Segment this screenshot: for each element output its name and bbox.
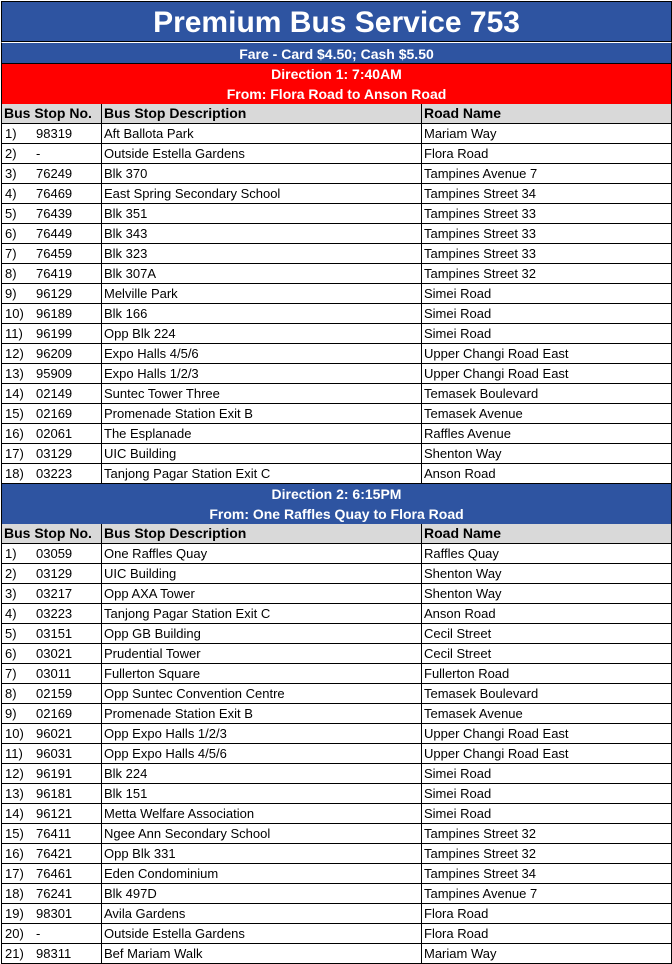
- road-name-cell: Cecil Street: [422, 644, 672, 664]
- stop-description-cell: Melville Park: [102, 284, 422, 304]
- table-row: [1, 644, 672, 664]
- road-name-cell: Upper Changi Road East: [422, 364, 672, 384]
- stop-index: 11): [5, 326, 23, 341]
- stop-description-cell: Opp GB Building: [102, 624, 422, 644]
- stop-index: 6): [5, 646, 17, 661]
- table-row: [1, 844, 672, 864]
- stop-description-cell: Expo Halls 1/2/3: [102, 364, 422, 384]
- table-row: [1, 324, 672, 344]
- table-row: [1, 724, 672, 744]
- stop-code: 03151: [36, 626, 73, 641]
- road-name-cell: Tampines Street 34: [422, 184, 672, 204]
- road-name-cell: Shenton Way: [422, 584, 672, 604]
- stop-index: 13): [5, 786, 24, 801]
- stop-index: 9): [5, 286, 17, 301]
- road-name-cell: Raffles Quay: [422, 544, 672, 564]
- direction-2-heading: Direction 2: 6:15PM: [271, 486, 402, 502]
- stop-index: 16): [5, 426, 24, 441]
- stop-code: 03223: [36, 606, 73, 621]
- road-name-cell: Temasek Boulevard: [422, 684, 672, 704]
- header-description: Bus Stop Description: [102, 104, 422, 124]
- stop-number-cell: [1, 144, 102, 164]
- stop-number-cell: [1, 584, 102, 604]
- table-row: [1, 204, 672, 224]
- table-row: [1, 244, 672, 264]
- stop-number-cell: [1, 924, 102, 944]
- direction-2-table-header: [1, 524, 672, 544]
- table-row: [1, 384, 672, 404]
- stop-description-cell: Blk 307A: [102, 264, 422, 284]
- table-row: [1, 304, 672, 324]
- stop-code: 96189: [36, 306, 73, 321]
- stop-code: 96031: [36, 746, 73, 761]
- stop-index: 10): [5, 726, 24, 741]
- table-row: [1, 124, 672, 144]
- stop-index: 15): [5, 406, 24, 421]
- stop-number-cell: [1, 204, 102, 224]
- stop-number-cell: [1, 684, 102, 704]
- road-name-cell: Temasek Avenue: [422, 404, 672, 424]
- stop-index: 17): [5, 446, 24, 461]
- stop-description-cell: UIC Building: [102, 444, 422, 464]
- stop-index: 1): [5, 546, 17, 561]
- stop-code: 96121: [36, 806, 73, 821]
- table-row: [1, 144, 672, 164]
- table-row: [1, 264, 672, 284]
- stop-description-cell: East Spring Secondary School: [102, 184, 422, 204]
- road-name-cell: Anson Road: [422, 604, 672, 624]
- direction-1-route: From: Flora Road to Anson Road: [226, 86, 447, 102]
- table-row: [1, 164, 672, 184]
- road-name-cell: Simei Road: [422, 284, 672, 304]
- direction-1-banner: [1, 64, 672, 104]
- stop-number-cell: [1, 364, 102, 384]
- stop-description-cell: Fullerton Square: [102, 664, 422, 684]
- table-row: [1, 804, 672, 824]
- stop-number-cell: [1, 544, 102, 564]
- table-row: [1, 564, 672, 584]
- stop-description-cell: Blk 224: [102, 764, 422, 784]
- page-title: Premium Bus Service 753: [1, 1, 672, 42]
- stop-index: 21): [5, 946, 24, 961]
- road-name-cell: Tampines Avenue 7: [422, 884, 672, 904]
- table-row: [1, 704, 672, 724]
- stop-description-cell: Metta Welfare Association: [102, 804, 422, 824]
- table-row: [1, 404, 672, 424]
- stop-description-cell: One Raffles Quay: [102, 544, 422, 564]
- stop-code: 02159: [36, 686, 73, 701]
- road-name-cell: Upper Changi Road East: [422, 344, 672, 364]
- stop-index: 3): [5, 586, 17, 601]
- road-name-cell: Tampines Street 34: [422, 864, 672, 884]
- stop-description-cell: Opp Blk 224: [102, 324, 422, 344]
- stop-code: 03129: [36, 446, 73, 461]
- table-row: [1, 824, 672, 844]
- header-road-name: Road Name: [422, 104, 672, 124]
- stop-description-cell: Eden Condominium: [102, 864, 422, 884]
- road-name-cell: Simei Road: [422, 784, 672, 804]
- stop-index: 4): [5, 186, 17, 201]
- stop-description-cell: Tanjong Pagar Station Exit C: [102, 604, 422, 624]
- direction-1-table-header: [1, 104, 672, 124]
- stop-description-cell: Blk 343: [102, 224, 422, 244]
- road-name-cell: Simei Road: [422, 764, 672, 784]
- stop-number-cell: [1, 664, 102, 684]
- stop-description-cell: Promenade Station Exit B: [102, 704, 422, 724]
- road-name-cell: Tampines Street 33: [422, 204, 672, 224]
- stop-number-cell: [1, 224, 102, 244]
- stop-description-cell: Outside Estella Gardens: [102, 144, 422, 164]
- stop-description-cell: Expo Halls 4/5/6: [102, 344, 422, 364]
- road-name-cell: Fullerton Road: [422, 664, 672, 684]
- stop-number-cell: [1, 564, 102, 584]
- stop-index: 4): [5, 606, 17, 621]
- stop-index: 5): [5, 206, 17, 221]
- stop-code: 96199: [36, 326, 73, 341]
- stop-description-cell: Opp Expo Halls 4/5/6: [102, 744, 422, 764]
- stop-description-cell: Promenade Station Exit B: [102, 404, 422, 424]
- stop-number-cell: [1, 624, 102, 644]
- stop-number-cell: [1, 644, 102, 664]
- stop-number-cell: [1, 124, 102, 144]
- stop-number-cell: [1, 304, 102, 324]
- stop-number-cell: [1, 384, 102, 404]
- stop-description-cell: Suntec Tower Three: [102, 384, 422, 404]
- stop-description-cell: UIC Building: [102, 564, 422, 584]
- stop-number-cell: [1, 324, 102, 344]
- road-name-cell: Simei Road: [422, 324, 672, 344]
- stop-description-cell: Opp Blk 331: [102, 844, 422, 864]
- stop-index: 5): [5, 626, 17, 641]
- stop-number-cell: [1, 704, 102, 724]
- stop-index: 7): [5, 666, 17, 681]
- stop-number-cell: [1, 824, 102, 844]
- stop-code: 96191: [36, 766, 73, 781]
- stop-code: 96021: [36, 726, 73, 741]
- stop-number-cell: [1, 444, 102, 464]
- stop-number-cell: [1, 464, 102, 484]
- table-row: [1, 544, 672, 564]
- stop-number-cell: [1, 604, 102, 624]
- table-row: [1, 184, 672, 204]
- direction-2-table-body: [1, 544, 672, 964]
- road-name-cell: Cecil Street: [422, 624, 672, 644]
- fare-banner: Fare - Card $4.50; Cash $5.50: [1, 42, 672, 64]
- table-row: [1, 424, 672, 444]
- stop-description-cell: Opp Expo Halls 1/2/3: [102, 724, 422, 744]
- stop-description-cell: Blk 166: [102, 304, 422, 324]
- stop-code: 02169: [36, 706, 73, 721]
- table-row: [1, 364, 672, 384]
- stop-description-cell: Opp AXA Tower: [102, 584, 422, 604]
- road-name-cell: Flora Road: [422, 144, 672, 164]
- stop-description-cell: Blk 323: [102, 244, 422, 264]
- table-row: [1, 464, 672, 484]
- road-name-cell: Temasek Avenue: [422, 704, 672, 724]
- stop-number-cell: [1, 424, 102, 444]
- stop-code: 02169: [36, 406, 73, 421]
- table-row: [1, 604, 672, 624]
- stop-description-cell: Blk 151: [102, 784, 422, 804]
- stop-code: 76249: [36, 166, 73, 181]
- stop-index: 8): [5, 266, 17, 281]
- table-row: [1, 924, 672, 944]
- stop-code: 95909: [36, 366, 73, 381]
- stop-index: 1): [5, 126, 17, 141]
- table-row: [1, 944, 672, 964]
- stop-description-cell: Blk 370: [102, 164, 422, 184]
- stop-number-cell: [1, 784, 102, 804]
- table-row: [1, 864, 672, 884]
- stop-description-cell: Tanjong Pagar Station Exit C: [102, 464, 422, 484]
- stop-code: -: [36, 146, 41, 161]
- table-row: [1, 764, 672, 784]
- stop-number-cell: [1, 884, 102, 904]
- stop-code: 76411: [36, 826, 72, 841]
- stop-index: 3): [5, 166, 17, 181]
- stop-description-cell: Avila Gardens: [102, 904, 422, 924]
- stop-number-cell: [1, 724, 102, 744]
- stop-index: 14): [5, 386, 24, 401]
- stop-code: 03011: [36, 666, 72, 681]
- stop-index: 9): [5, 706, 17, 721]
- road-name-cell: Flora Road: [422, 924, 672, 944]
- stop-number-cell: [1, 804, 102, 824]
- stop-index: 12): [5, 346, 24, 361]
- stop-index: 7): [5, 246, 17, 261]
- stop-code: 98319: [36, 126, 73, 141]
- stop-index: 20): [5, 926, 24, 941]
- stop-number-cell: [1, 904, 102, 924]
- stop-number-cell: [1, 244, 102, 264]
- stop-description-cell: Ngee Ann Secondary School: [102, 824, 422, 844]
- stop-number-cell: [1, 344, 102, 364]
- table-row: [1, 904, 672, 924]
- stop-code: -: [36, 926, 41, 941]
- stop-code: 03059: [36, 546, 73, 561]
- road-name-cell: Tampines Street 32: [422, 844, 672, 864]
- stop-number-cell: [1, 744, 102, 764]
- stop-index: 2): [5, 146, 17, 161]
- stop-index: 6): [5, 226, 17, 241]
- road-name-cell: Flora Road: [422, 904, 672, 924]
- stop-number-cell: [1, 864, 102, 884]
- header-road-name: Road Name: [422, 524, 672, 544]
- stop-index: 14): [5, 806, 24, 821]
- table-row: [1, 344, 672, 364]
- stop-number-cell: [1, 844, 102, 864]
- stop-number-cell: [1, 164, 102, 184]
- stop-code: 76459: [36, 246, 73, 261]
- header-stop-no: Bus Stop No.: [1, 104, 102, 124]
- stop-code: 96209: [36, 346, 73, 361]
- stop-code: 76421: [36, 846, 73, 861]
- stop-code: 02061: [36, 426, 73, 441]
- direction-1-table-body: [1, 124, 672, 484]
- table-row: [1, 744, 672, 764]
- stop-code: 76241: [36, 886, 73, 901]
- table-row: [1, 624, 672, 644]
- road-name-cell: Tampines Avenue 7: [422, 164, 672, 184]
- stop-description-cell: Opp Suntec Convention Centre: [102, 684, 422, 704]
- road-name-cell: Shenton Way: [422, 564, 672, 584]
- road-name-cell: Upper Changi Road East: [422, 744, 672, 764]
- stop-index: 17): [5, 866, 24, 881]
- header-description: Bus Stop Description: [102, 524, 422, 544]
- stop-code: 03223: [36, 466, 73, 481]
- stop-index: 12): [5, 766, 24, 781]
- stop-number-cell: [1, 264, 102, 284]
- stop-description-cell: Prudential Tower: [102, 644, 422, 664]
- direction-2-route: From: One Raffles Quay to Flora Road: [209, 506, 464, 522]
- stop-index: 16): [5, 846, 24, 861]
- road-name-cell: Tampines Street 32: [422, 264, 672, 284]
- stop-number-cell: [1, 944, 102, 964]
- stop-code: 03217: [36, 586, 73, 601]
- stop-code: 76439: [36, 206, 73, 221]
- stop-index: 18): [5, 466, 24, 481]
- stop-code: 96181: [36, 786, 73, 801]
- table-row: [1, 444, 672, 464]
- road-name-cell: Simei Road: [422, 304, 672, 324]
- stop-description-cell: Blk 351: [102, 204, 422, 224]
- stop-description-cell: Bef Mariam Walk: [102, 944, 422, 964]
- stop-number-cell: [1, 764, 102, 784]
- stop-code: 76469: [36, 186, 73, 201]
- stop-index: 10): [5, 306, 24, 321]
- stop-code: 03129: [36, 566, 73, 581]
- road-name-cell: Tampines Street 32: [422, 824, 672, 844]
- stop-number-cell: [1, 184, 102, 204]
- road-name-cell: Anson Road: [422, 464, 672, 484]
- direction-1-heading: Direction 1: 7:40AM: [271, 66, 402, 82]
- stop-code: 98301: [36, 906, 73, 921]
- direction-2-banner: [1, 484, 672, 524]
- table-row: [1, 664, 672, 684]
- road-name-cell: Upper Changi Road East: [422, 724, 672, 744]
- table-row: [1, 684, 672, 704]
- stop-index: 18): [5, 886, 24, 901]
- road-name-cell: Tampines Street 33: [422, 224, 672, 244]
- stop-code: 02149: [36, 386, 73, 401]
- road-name-cell: Mariam Way: [422, 124, 672, 144]
- stop-index: 13): [5, 366, 24, 381]
- stop-description-cell: Outside Estella Gardens: [102, 924, 422, 944]
- stop-code: 76461: [36, 866, 73, 881]
- table-row: [1, 784, 672, 804]
- stop-number-cell: [1, 284, 102, 304]
- stop-number-cell: [1, 404, 102, 424]
- stop-index: 15): [5, 826, 24, 841]
- road-name-cell: Temasek Boulevard: [422, 384, 672, 404]
- stop-code: 76419: [36, 266, 73, 281]
- stop-description-cell: Aft Ballota Park: [102, 124, 422, 144]
- road-name-cell: Tampines Street 33: [422, 244, 672, 264]
- stop-code: 96129: [36, 286, 73, 301]
- stop-code: 76449: [36, 226, 73, 241]
- stop-code: 03021: [36, 646, 73, 661]
- table-row: [1, 224, 672, 244]
- stop-code: 98311: [36, 946, 72, 961]
- stop-description-cell: The Esplanade: [102, 424, 422, 444]
- stop-index: 11): [5, 746, 23, 761]
- road-name-cell: Raffles Avenue: [422, 424, 672, 444]
- table-row: [1, 584, 672, 604]
- stop-description-cell: Blk 497D: [102, 884, 422, 904]
- stop-index: 19): [5, 906, 24, 921]
- table-row: [1, 284, 672, 304]
- stop-index: 2): [5, 566, 17, 581]
- table-row: [1, 884, 672, 904]
- road-name-cell: Shenton Way: [422, 444, 672, 464]
- road-name-cell: Simei Road: [422, 804, 672, 824]
- header-stop-no: Bus Stop No.: [1, 524, 102, 544]
- stop-index: 8): [5, 686, 17, 701]
- road-name-cell: Mariam Way: [422, 944, 672, 964]
